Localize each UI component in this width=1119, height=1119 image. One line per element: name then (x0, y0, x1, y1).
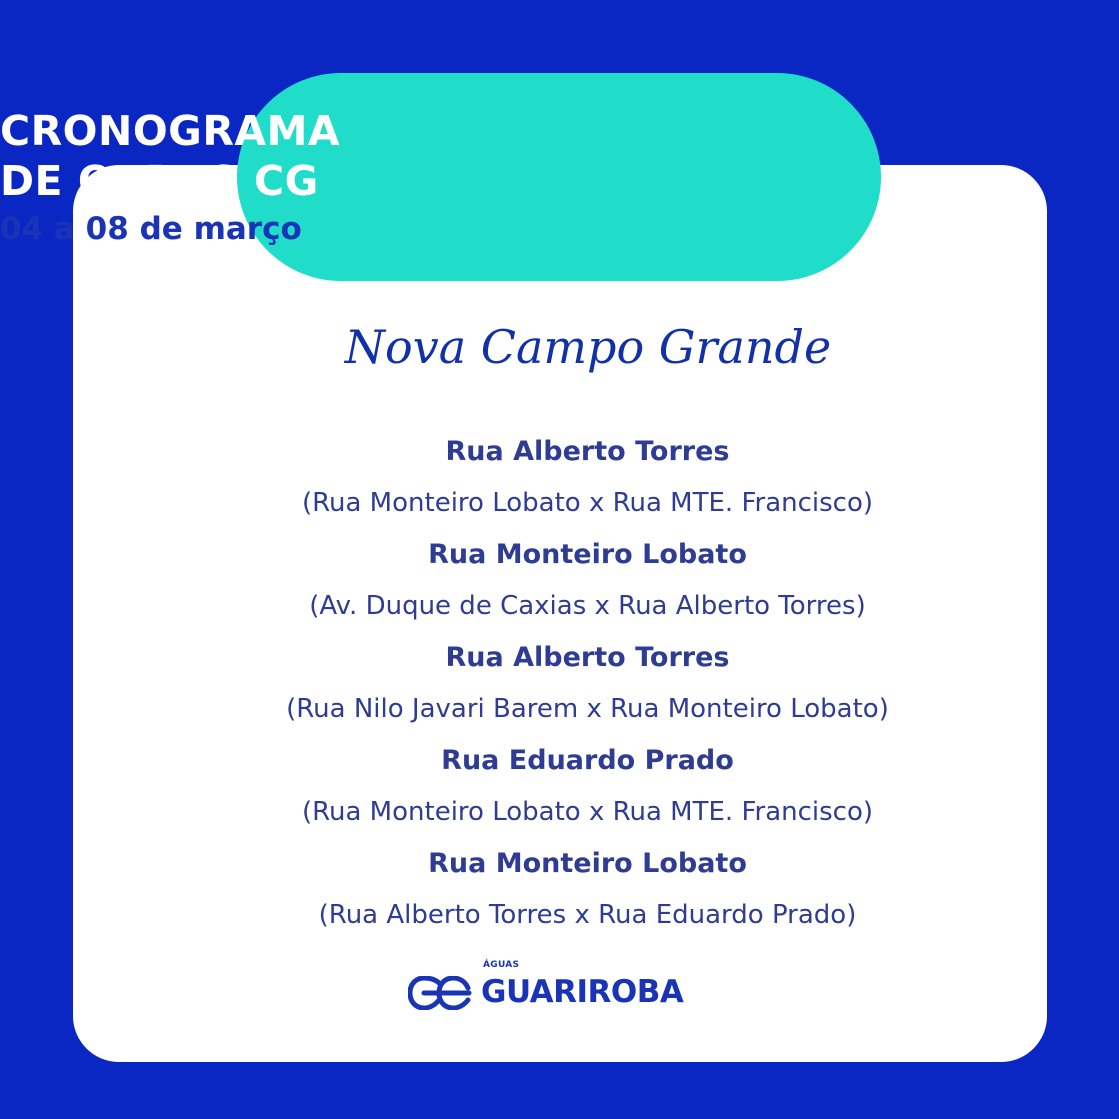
header-title-line1: CRONOGRAMA (0, 107, 341, 155)
work-item (100, 735, 1075, 838)
work-item (100, 426, 1075, 529)
region-title: Nova Campo Grande (344, 320, 832, 374)
logo-small-text: ÁGUAS (483, 960, 520, 970)
work-range: (Rua Monteiro Lobato x Rua MTE. Francisco) (301, 488, 874, 518)
brand-logo (408, 960, 718, 1012)
work-street: Rua Eduardo Prado (441, 745, 734, 776)
header-title-line2: DE OBRAS CG (0, 157, 319, 205)
header-date-range: 04 a 08 de março (0, 211, 302, 247)
logo-name: GUARIROBA (481, 974, 684, 1010)
work-range: (Av. Duque de Caxias x Rua Alberto Torres) (309, 591, 866, 621)
work-street: Rua Monteiro Lobato (428, 848, 747, 879)
work-range: (Rua Nilo Javari Barem x Rua Monteiro Lobato) (286, 694, 889, 724)
works-list (100, 426, 1075, 941)
work-street: Rua Monteiro Lobato (428, 539, 747, 570)
ae-logo-icon (408, 976, 472, 1010)
work-street: Rua Alberto Torres (445, 436, 730, 467)
work-item (100, 838, 1075, 941)
work-range: (Rua Alberto Torres x Rua Eduardo Prado) (318, 900, 857, 930)
work-range: (Rua Monteiro Lobato x Rua MTE. Francisco) (301, 797, 874, 827)
work-item (100, 632, 1075, 735)
work-street: Rua Alberto Torres (445, 642, 730, 673)
work-item (100, 529, 1075, 632)
